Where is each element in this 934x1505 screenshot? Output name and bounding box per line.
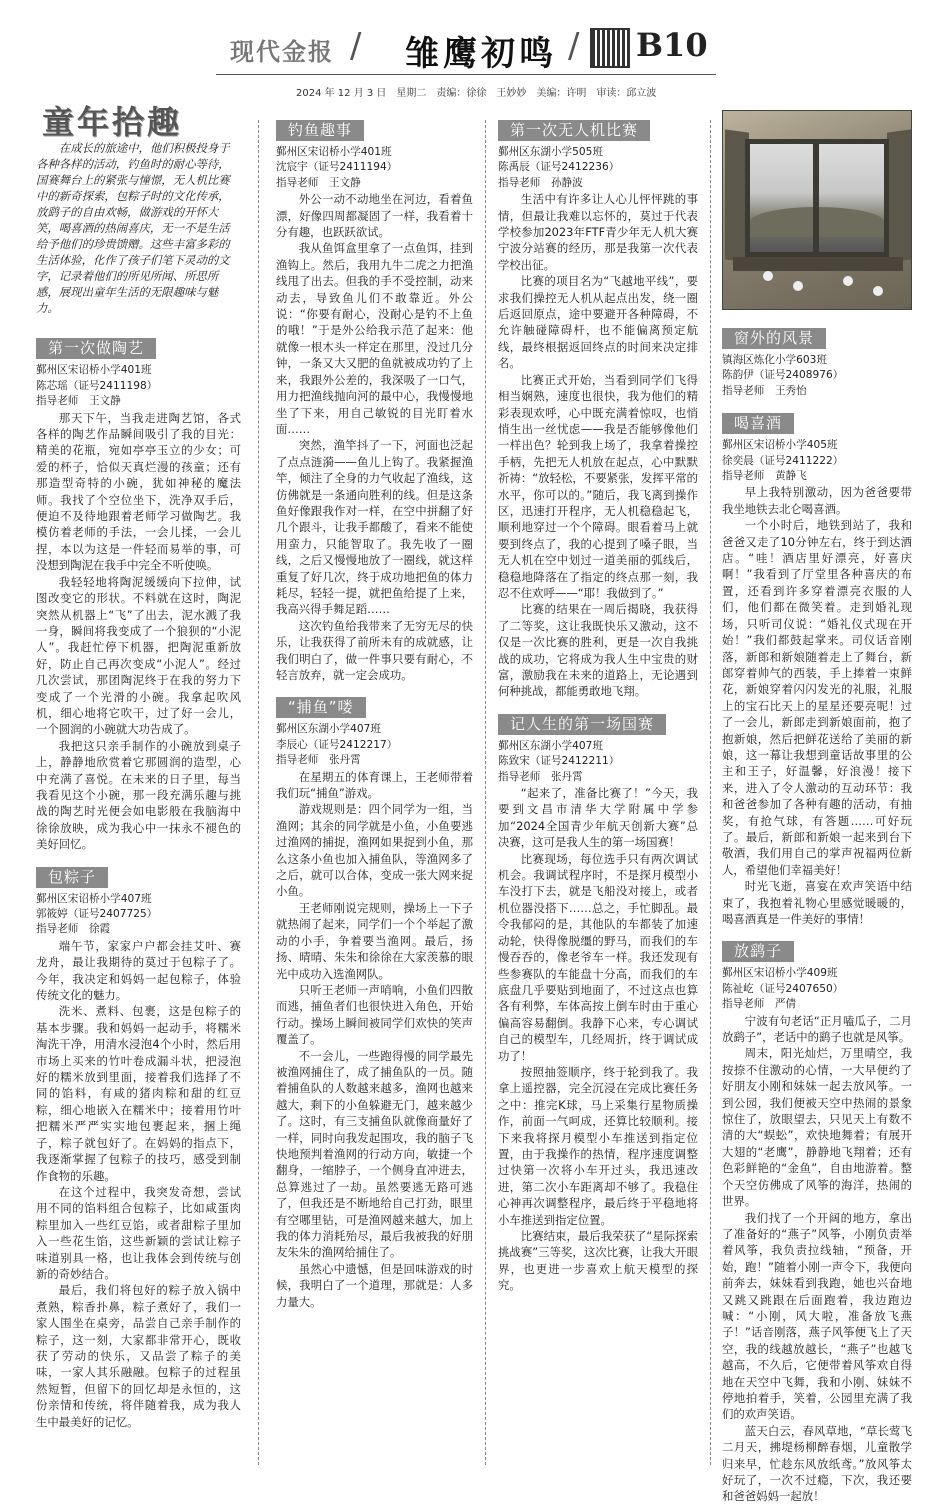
article-paragraph: 我们找了一个开阔的地方，拿出了准备好的“燕子”风筝，小刚负责举着风筝，我负责拉线轴，“预备，开始，跑！”随着小刚一声令下，我便向前奔去，妹妹看到我跑，她也兴奋地又跳又跳跟在后面跑着，我边跑边喊：“小刚，风大啦，准备放飞燕子！”话音刚落，燕子风筝便飞上了天空，我的线越放越长，“燕子”也越飞越高，不久后，它便带着风筝欢自得地在天空中飞舞，我和小刚、妹妹不停地拍着手，笑着，公园里充满了我们的欢声笑语。: [722, 1210, 912, 1422]
article: [722, 403, 912, 927]
article-title: 包粽子: [36, 867, 108, 888]
divider-slash: /: [350, 26, 362, 66]
article: [498, 110, 698, 700]
painting-sill: [733, 257, 903, 271]
article-paragraph: 突然，渔竿抖了一下，河面也泛起了点点涟漪——鱼儿上钩了。我紧握渔竿，倾注了全身的力气收起了渔线，这仿佛就是一条通向胜利的线。但是这条鱼好像跟我作对一样，在空中拼翻了好几个跟斗，让我手都酸了，看来不能使用蛮力，只能智取了。我先收了一圈线，之后又慢慢地放了一圈线，就这样重复了好几次，终于成功地把鱼的体力耗尽，轻轻一提，就把鱼给提了上来，我高兴得手舞足蹈……: [276, 438, 473, 617]
article-school: 鄞州区宋诏桥小学401班: [276, 146, 392, 158]
article: [36, 857, 241, 1430]
article-paragraph: 端午节，家家户户都会挂艾叶、赛龙舟，最让我期待的莫过于包粽子了。今年，我决定和妈妈一起包粽子，体验传统文化的魅力。: [36, 938, 241, 1003]
article-paragraph: 只听王老师一声哨响，小鱼们四散而逃，捕鱼者们也很快进入角色，开始行动。操场上瞬间被同学们欢快的笑声覆盖了。: [276, 982, 473, 1047]
article-paragraph: 我从鱼饵盒里拿了一点鱼饵，挂到渔钩上。然后，我用九牛二虎之力把渔线甩了出去。但我的手不受控制，动来动去，导致鱼儿们不敢靠近。外公说：“你要有耐心，没耐心是钓不上鱼的哦！”于是外公给我示范了起来：他就像一根木头一样定在那里，没过几分钟，一条又大又肥的鱼就被成功钓了上来，我跟外公差的，我深吸了一口气，用力把渔线抛向河的最中心，我慢慢地坐了下来，用自己敏锐的目光盯着水面……: [276, 241, 473, 436]
issue-meta: 2024 年 12 月 3 日 星期二 责编：徐徐 王妙妙 美编：许明 审读：邱立波: [296, 88, 657, 99]
article-paragraph: 时光飞逝，喜宴在欢声笑语中结束了，我抱着礼物心里感觉暖暖的，喝喜酒真是一件美好的事情！: [722, 879, 912, 926]
article-author: 陈韵伊（证号2408976）: [722, 369, 844, 382]
article-paragraph: 早上我特别激动，因为爸爸要带我坐地铁去北仑喝喜酒。: [722, 485, 912, 516]
masthead-rule: [216, 74, 716, 75]
article-paragraph: 洗米、煮料、包裹，这是包粽子的基本步骤。我和妈妈一起动手，将糯米淘洗干净，用清水浸泡4个小时，然后用市场上买来的竹叶卷成漏斗状，把浸泡好的糯米放到里面，接着我们选择了不同的馅料，有咸的猪肉粽和甜的红豆粽，细心地嵌入在糯米中；接着用竹叶把糯米严严实实地包裹起来，捆上绳子，粽子就包好了。在妈妈的指点下，我逐渐掌握了包粽子的技巧，感受到制作食物的乐趣。: [36, 1004, 241, 1183]
article-paragraph: 在星期五的体育课上，王老师带着我们玩“捕鱼”游戏。: [276, 769, 473, 801]
article-title: 放鹞子: [722, 941, 794, 962]
qr-code-icon: [590, 28, 630, 68]
article-school: 鄞州区东湖小学407班: [498, 739, 603, 752]
column-4: [722, 110, 912, 1504]
column-1: [36, 103, 241, 1470]
column-2: [276, 110, 473, 1470]
article-title: 第一次无人机比赛: [498, 120, 650, 141]
article-school: 镇海区炼化小学603班: [722, 354, 827, 366]
article-author: 陈禹辰（证号2412236）: [498, 161, 620, 174]
article-paragraph: 在这个过程中，我突发奇想，尝试用不同的馅料组合包粽子，比如咸蛋肉粽里加入一些红豆馅，或者甜粽子里加入一些花生馅，这些新颖的尝试让粽子味道别具一格，也让我体会到传统与创新的奇妙结合。: [36, 1184, 241, 1281]
column-3: [498, 110, 698, 1470]
article-paragraph: 比赛正式开始，当看到同学们飞得相当娴熟，速度也很快，我为他们的精彩表现欢呼，心中既充满着惊叹，也悄悄生出一丝忧虑——我是否能够像他们一样出色？轮到我上场了，我拿着操控手柄，先把无人机放在起点，心中默默祈祷：“放轻松，不要紧张，发挥平常的水平，你可以的。”随后，我飞离到操作区，迅速打开程序，无人机稳稳起飞，顺利地穿过一个个障碍。眼看着马上就要到终点了，我的心提到了嗓子眼，当无人机在空中划过一道美丽的弧线后，稳稳地降落在了指定的终点那一刻，我忍不住欢呼——“耶！我做到了。”: [498, 372, 698, 600]
article-paragraph: 我把这只亲手制作的小碗放到桌子上，静静地欣赏着它那圆润的造型，心中充满了喜悦。在未来的日子里，每当我看见这个小碗，那一段充满乐趣与挑战的陶艺时光便会如电影般在我脑海中徐徐放映，成为我心中一抹永不褪色的美好回忆。: [36, 738, 241, 852]
article-author: 陈芯瑶（证号2411198）: [36, 379, 158, 392]
article: [722, 318, 912, 399]
article-author: 李辰心（证号2412217）: [276, 738, 398, 751]
column-divider: [485, 120, 486, 1465]
article-paragraph: 蓝天白云，春风草地，“草长莺飞二月天，拂堤杨柳醉春烟，儿童散学归来早，忙趁东风放纸鸢。”放风筝太好玩了，一次不过瘾，下次，我还要和爸爸妈妈一起放！: [722, 1423, 912, 1504]
article-school: 鄞州区宋诏桥小学401班: [36, 364, 152, 377]
section-title: 雏鹰初鸣: [405, 34, 557, 74]
article: [276, 687, 473, 1310]
article-author: 沈宸宇（证号2411194）: [276, 161, 398, 174]
painting-flower: [793, 281, 803, 291]
article-teacher: 指导老师 孙静波: [498, 176, 583, 189]
article-teacher: 指导老师 王秀怡: [722, 384, 807, 397]
article-paragraph: 比赛现场，每位选手只有两次调试机会。我调试程序时，不是探月模型小车没打下去，就是飞船没对接上，或者机位器没搭下……总之，手忙脚乱。最令我郁闷的是，其他队的车都装了加速动轮，快得像脱缰的野马，而我们的车慢吞吞的，像老爷车一样。我还发现有些参赛队的车能盘十分高，而我们的车底盘几乎要贴到地面了，不过这点也算各有利弊，车体高按上倒车时由于重心偏高容易翻倒。我静下心来，专心调试自己的模型车，几经周折，终于调试成功了！: [498, 851, 698, 1063]
article-paragraph: 生活中有许多让人心儿怦怦跳的事情，但最让我难以忘怀的，莫过于代表学校参加2023年FTF青少年无人机大赛宁波分站赛的经历，那是我第一次代表学校出征。: [498, 192, 698, 272]
article-paragraph: 我轻轻地将陶泥缓缓向下拉伸，试图改变它的形状。不料就在这时，陶泥突然从机器上“飞”了出去，泥水溅了我一身，瞬间将我变成了一个狼狈的“小泥人”。我赶忙停下机器，把陶泥重新放好，防止自己再次变成“小泥人”。经过几次尝试，那团陶泥终于在我的努力下变成了一个光滑的小碗。我拿起吹风机，细心地将它吹干，过了好一会儿，一个圆润的小碗就大功告成了。: [36, 574, 241, 737]
column-divider: [710, 120, 711, 1465]
article-title: 钓鱼趣事: [276, 120, 364, 141]
article-teacher: 指导老师 王文静: [36, 395, 121, 408]
article-title: 窗外的风景: [722, 328, 826, 349]
article-teacher: 指导老师 黄静飞: [722, 470, 807, 483]
article-paragraph: 比赛的项目名为“飞越地平线”，要求我们操控无人机从起点出发，绕一圈后返回原点，途中要避开各种障碍，不允许触碰障碍杆，也不能偏离预定航线，最终根据返回终点的时间来决定排名。: [498, 274, 698, 371]
article-paragraph: 游戏规则是：四个同学为一组，当渔网；其余的同学就是小鱼，小鱼要逃过渔网的捕捉，渔网如果捉到小鱼，那么这条小鱼也加入捕鱼队，等渔网多了之后，就可以合体，变成一张大网来捉小鱼。: [276, 802, 473, 899]
article-title: 喝喜酒: [722, 413, 794, 434]
article-paragraph: 比赛的结果在一周后揭晓，我获得了二等奖，这让我既快乐又激动，这不仅是一次比赛的胜利，更是一次自我挑战的成功，它将成为我人生中宝贵的财富，激励我在未来的道路上，无论遇到何种挑战，都能勇敢地飞翔。: [498, 602, 698, 699]
article-author: 陈祉屹（证号2407650）: [722, 982, 844, 995]
newspaper-name: 现代金报: [230, 37, 334, 66]
article: [276, 110, 473, 683]
article-paragraph: 外公一动不动地坐在河边，看着鱼漂，好像四周都凝固了一样，我看着十分有趣，也跃跃欲试。: [276, 192, 473, 240]
window-painting-image: [722, 110, 912, 310]
article-paragraph: “起来了，准备比赛了！”今天，我要到文昌市清华大学附属中学参加“2024全国青少年航天创新大赛”总决赛，这可是我人生的第一场国赛！: [498, 786, 698, 850]
article-title: 第一次做陶艺: [36, 338, 156, 359]
article-author: 陈致宋（证号2412211）: [498, 755, 620, 768]
article-school: 鄞州区宋诏桥小学409班: [722, 967, 838, 980]
column-divider: [258, 120, 259, 1465]
article-teacher: 指导老师 王文静: [276, 176, 361, 189]
painting-flower: [873, 286, 883, 296]
painting-flower: [763, 271, 773, 281]
article-paragraph: 宁波有句老话“正月嗑瓜子，二月放鹞子”，老话中的鹞子也就是风筝。: [722, 1013, 912, 1045]
article-paragraph: 这次钓鱼给我带来了无穷无尽的快乐，让我获得了前所未有的成就感，让我们明白了，做一件事只要有耐心，不轻言放弃，就一定会成功。: [276, 618, 473, 682]
painting-shutter: [887, 129, 911, 262]
article-paragraph: 那天下午，当我走进陶艺馆，各式各样的陶艺作品瞬间吸引了我的目光：精美的花瓶，宛如亭亭玉立的少女；可爱的杯子，恰似天真烂漫的孩童；还有那造型奇特的小碗，犹如神秘的魔法师。我找了个空位坐下，洗净双手后，便迫不及待地跟着老师学习做陶艺。我模仿着老师的手法，一会儿揉，一会儿捏，本以为这是一件轻而易举的事，可没想到陶泥在我手中完全不听使唤。: [36, 410, 241, 573]
article-teacher: 指导老师 严倩: [722, 998, 797, 1011]
article-paragraph: 不一会儿，一些跑得慢的同学最先被渔网捕住了，成了捕鱼队的一员。随着捕鱼队的人数越来越多，渔网也越来越大，剩下的小鱼躲避无门，越来越少了。这时，有三支捕鱼队就像商量好了一样，同时向我发起围攻，我的脑子飞快地预判着渔网的行动方向，敏捷一个翻身，一缩脖子，一个侧身直冲进去，总算逃过了一劫。虽然要逃无路可逃了，但我还是不断地给自己打劲，眼里有空哪里钻，可是渔网越来越大，加上我的体力消耗殆尽，最后我被我的好朋友朱朱的渔网给捕住了。: [276, 1048, 473, 1260]
article-school: 鄞州区东湖小学505班: [498, 146, 603, 158]
masthead: [0, 0, 934, 100]
article-paragraph: 比赛结束，最后我荣获了“星际探索挑战赛”三等奖，这次比赛，让我大开眼界，也更进一步喜欢上航天模型的探究。: [498, 1229, 698, 1293]
article-title: “捕鱼”喽: [276, 697, 366, 718]
article-author: 郭筱婷（证号2407725）: [36, 908, 158, 920]
article-school: 鄞州区东湖小学407班: [276, 723, 381, 736]
article-author: 徐奕晨（证号2411222）: [722, 454, 844, 467]
painting-flower: [843, 276, 853, 286]
article-school: 鄞州区宋诏桥小学407班: [36, 892, 152, 905]
article-teacher: 指导老师 张丹霄: [276, 754, 361, 767]
feature-title: 童年拾趣: [42, 103, 183, 141]
article-paragraph: 最后，我们将包好的粽子放入锅中煮熟，粽香扑鼻，粽子煮好了，我们一家人围坐在桌旁，品尝自己亲手制作的粽子，这一刻，大家都非常开心，既收获了劳动的快乐，又品尝了粽子的美味，一家人其乐融融。包粽子的过程虽然短暂，但留下的回忆却是永恒的，这份亲情和传统，将伴随着我，成为我人生中最美好的记忆。: [36, 1283, 241, 1429]
article-title: 记人生的第一场国赛: [498, 714, 666, 735]
article-paragraph: 一个小时后，地铁到站了，我和爸爸又走了10分钟左右，终于到达酒店。“哇！酒店里好漂亮，好喜庆啊！”我看到了厅堂里各种喜庆的布置，还看到许多穿着漂亮衣服的人们，他们都在微笑着。走到婚礼现场，只听司仪说：“婚礼仪式现在开始！”我们都鼓起掌来。司仪话音刚落，新郎和新娘随着走上了舞台，新郎穿着帅气的西装，手上捧着一束鲜花，新娘穿着闪闪发光的礼服，礼服上的宝石比天上的星星还要亮呢！过了一会儿，新郎走到新娘面前，抱了抱新娘，然后把鲜花送给了美丽的新娘，这一幕让我想到童话故事里的公主和王子，好温馨，好浪漫！接下来，进入了令人激动的互动环节：我和爸爸参加了各种有趣的活动，有抽奖，有抢气球，有答题……可好玩了。最后，新郎和新娘一起来到台下敬酒，我们用自己的掌声祝福两位新人，希望他们幸福美好！: [722, 518, 912, 877]
feature-intro: 在成长的旅途中，他们积极投身于各种各样的活动，钓鱼时的耐心等待，国赛舞台上的紧张与憧憬，无人机比赛中的新奇探索，包粽子时的文化传承，放鹞子的自由欢畅，做游戏的开怀大笑，喝喜酒的热闹喜庆，无一不是生活给予他们的珍贵馈赠。这些丰富多彩的生活体验，化作了孩子们笔下灵动的文字，记录着他们的所见所闻、所思所感，展现出童年生活的无限趣味与魅力。: [36, 141, 230, 316]
article-paragraph: 王老师刚说完规则，操场上一下子就热闹了起来，同学们一个个举起了激动的小手，争着要当渔网。最后，扬扬、晴晴、朱朱和徐徐在大家羡慕的眼光中成功入选渔网队。: [276, 900, 473, 981]
painting-mullion: [813, 139, 819, 257]
article-paragraph: 按照抽签顺序，终于轮到我了。我拿上遥控器，完全沉浸在完成比赛任务之中：推完K球，马上采集行星物质操作，前面一气呵成，还算比较顺利。接下来我将探月模型小车推送到指定位置，由于我操作的热情，程序速度调整过快第一次将小车开过头，我迅速改进，第二次小车距离却不够了。我稳住心神再次调整程序，最后终于平稳地将小车推送到指定位置。: [498, 1064, 698, 1227]
article: [36, 328, 241, 852]
article-paragraph: 周末，阳光灿烂，万里晴空，我按捺不住激动的心情，一大早便约了好朋友小刚和妹妹一起去放风筝。一到公园，我们便被天空中热闹的景象惊住了，放眼望去，只见天上有数不清的大“蜈蚣”，欢快地舞着；有展开大翅的“老鹰”，静静地飞翔着；还有色彩鲜艳的“金鱼”，自由地游着。整个天空仿佛成了风筝的海洋，热闹的世界。: [722, 1046, 912, 1209]
article: [722, 931, 912, 1504]
article-paragraph: 虽然心中遗憾，但是回味游戏的时候，我明白了一个道理，那就是：人多力量大。: [276, 1261, 473, 1309]
article-teacher: 指导老师 张丹霄: [498, 770, 583, 783]
divider-slash: /: [568, 26, 580, 66]
article-teacher: 指导老师 徐霞: [36, 923, 111, 936]
article: [498, 704, 698, 1294]
page-number: B10: [636, 26, 708, 64]
article-school: 鄞州区宋诏桥小学405班: [722, 439, 838, 452]
